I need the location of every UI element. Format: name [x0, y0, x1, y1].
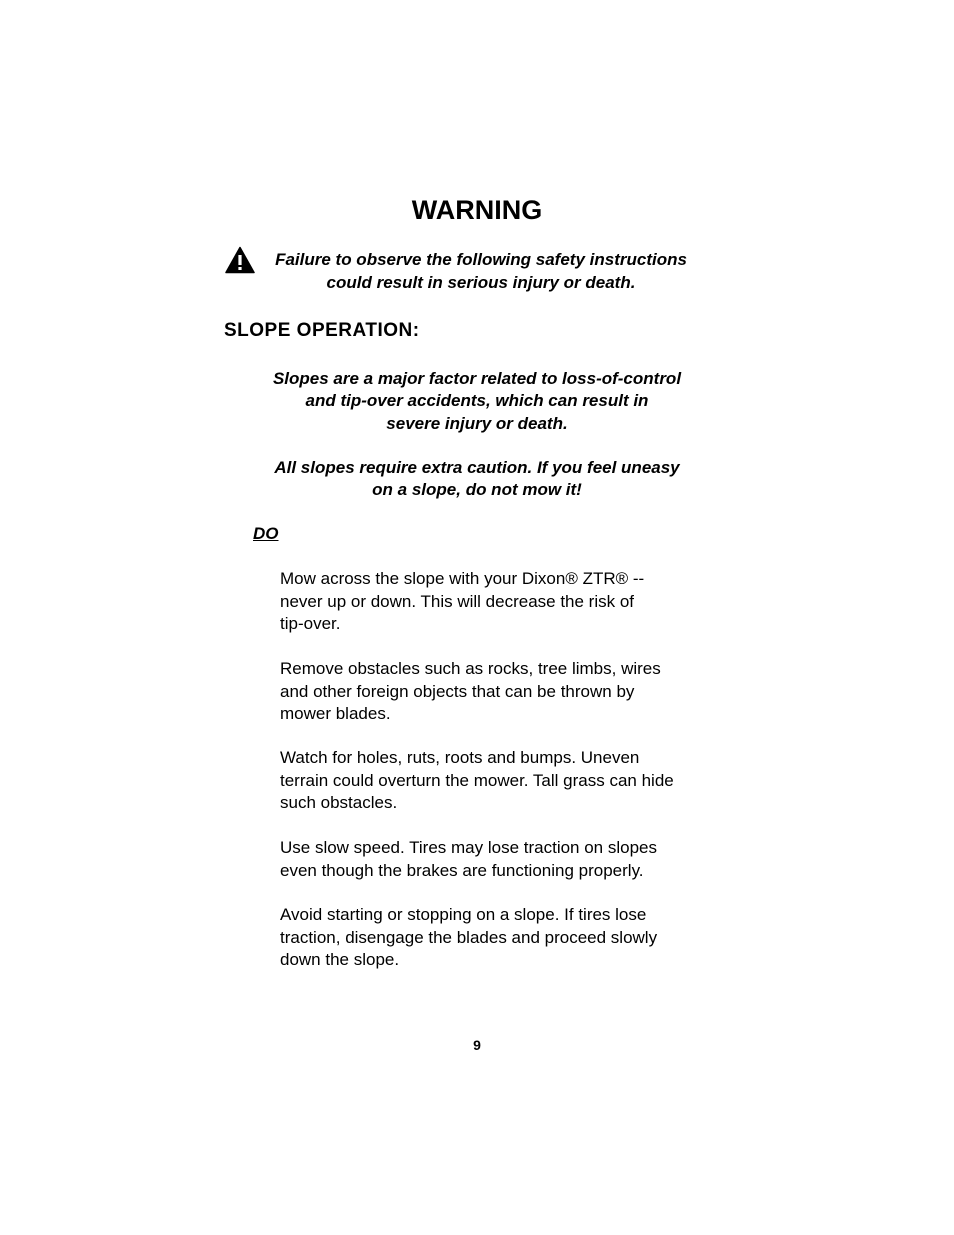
page-number: 9 — [473, 1037, 481, 1053]
warning-text: Failure to observe the following safety instructions could result in serious injury or death. — [275, 250, 687, 292]
do-item: Watch for holes, ruts, roots and bumps. Uneven terrain could overturn the mower. Tall grass can hide such obstacles. — [280, 748, 674, 812]
emphasis-paragraph: Slopes are a major factor related to loss-of-control and tip-over accidents, which can result in severe injury or death. — [272, 369, 682, 433]
page-title: WARNING — [411, 195, 543, 225]
do-item: Use slow speed. Tires may lose traction on slopes even though the brakes are functioning properly. — [280, 838, 658, 880]
do-item: Mow across the slope with your Dixon® ZTR® -- never up or down. This will decrease the risk of tip-over. — [280, 569, 645, 633]
do-label: DO — [253, 524, 279, 543]
section-heading: SLOPE OPERATION: — [224, 320, 420, 341]
do-item: Avoid starting or stopping on a slope. If tires lose traction, disengage the blades and proceed slowly down the slope. — [280, 905, 658, 969]
do-item: Remove obstacles such as rocks, tree limbs, wires and other foreign objects that can be thrown by mower blades. — [280, 659, 661, 723]
emphasis-paragraph: All slopes require extra caution. If you feel uneasy on a slope, do not mow it! — [274, 458, 680, 500]
